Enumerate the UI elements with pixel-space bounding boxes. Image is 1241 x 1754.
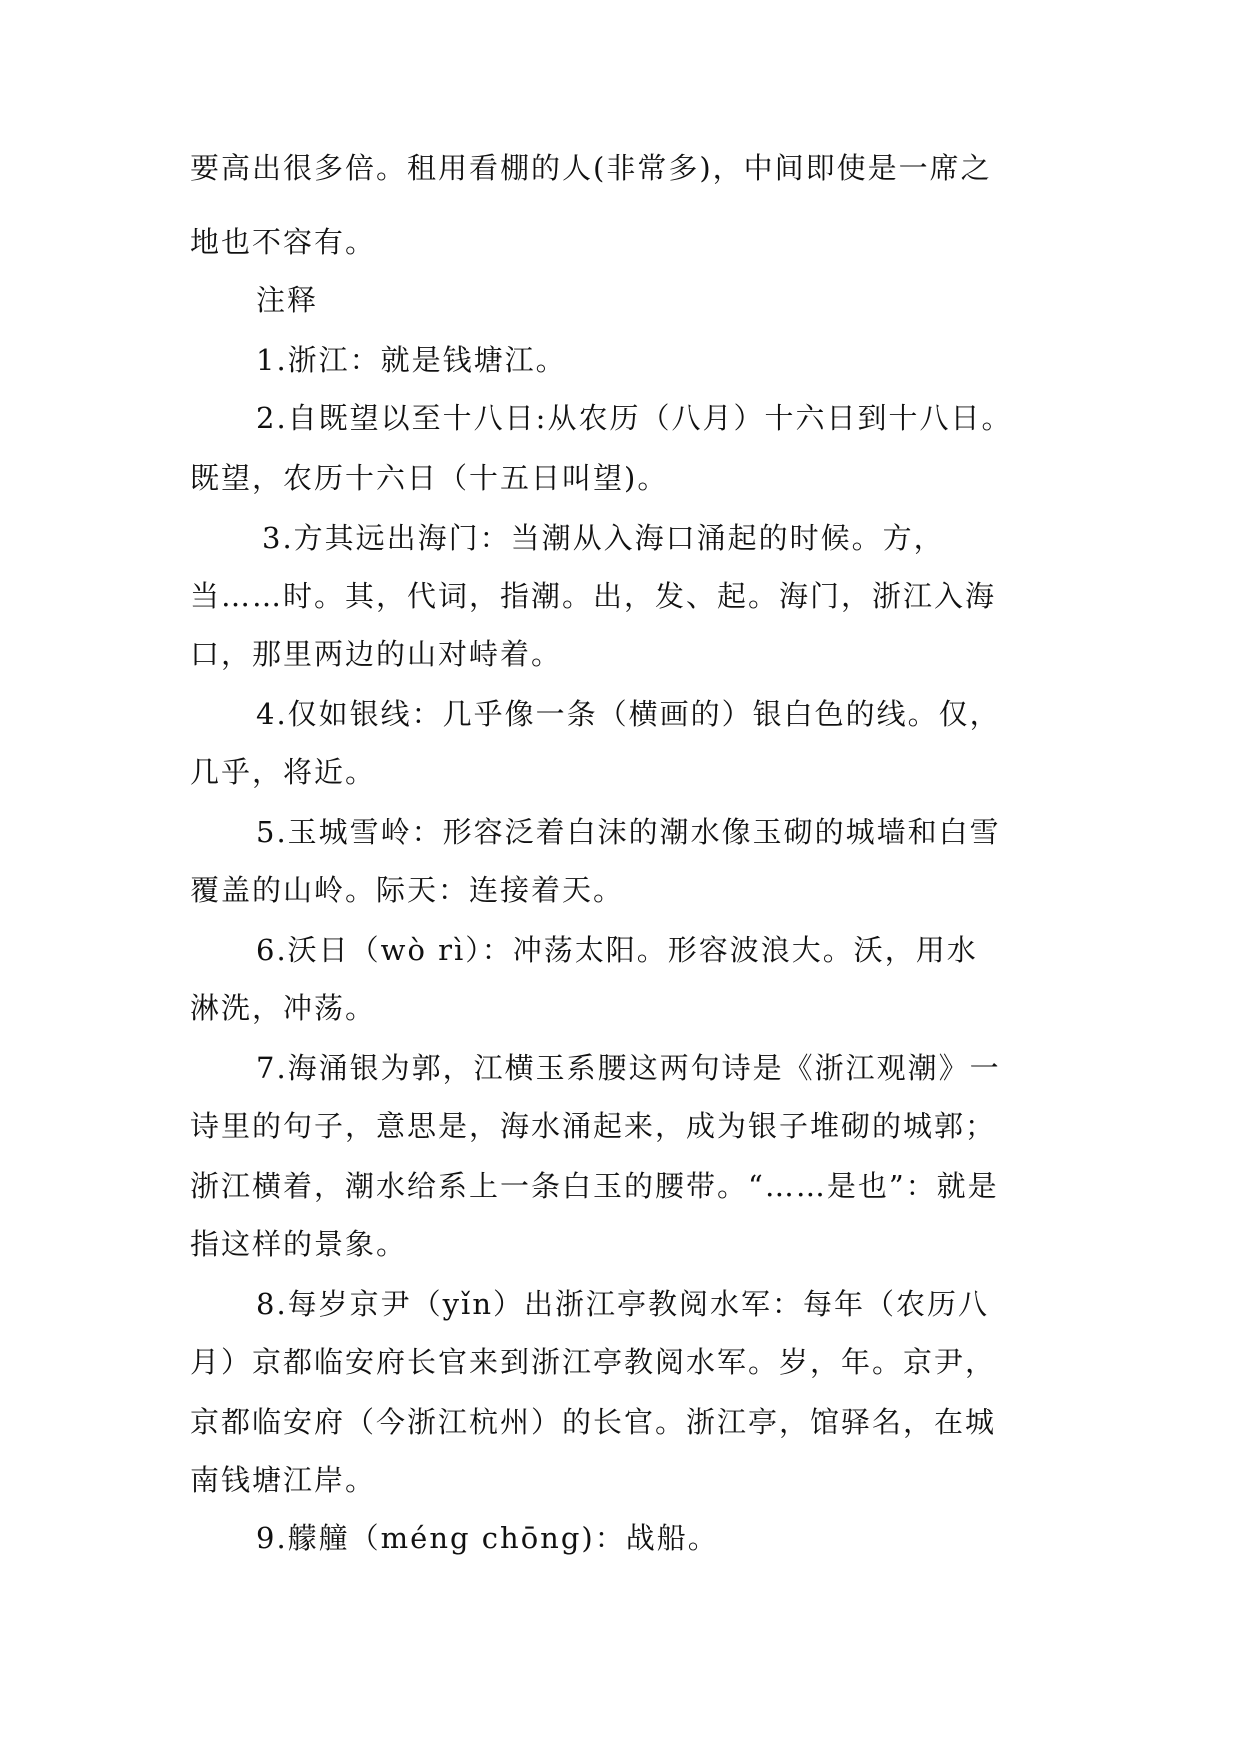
text-line: 指这样的景象。 [190, 1227, 408, 1261]
text-line: 诗里的句子，意思是，海水涌起来，成为银子堆砌的城郭； [190, 1109, 997, 1143]
text-line: 1.浙江：就是钱塘江。 [256, 343, 567, 377]
text-line: 8.每岁京尹（yǐn）出浙江亭教阅水军：每年（农历八 [256, 1287, 990, 1321]
text-line: 京都临安府（今浙江杭州）的长官。浙江亭，馆驿名，在城 [190, 1405, 997, 1439]
text-line: 淋洗，冲荡。 [190, 991, 377, 1025]
text-line: 南钱塘江岸。 [190, 1463, 377, 1497]
text-line: 3.方其远出海门：当潮从入海口涌起的时候。方， [262, 521, 945, 555]
text-line: 5.玉城雪岭：形容泛着白沫的潮水像玉砌的城墙和白雪 [256, 815, 1001, 849]
text-line: 浙江横着，潮水给系上一条白玉的腰带。“……是也”：就是 [190, 1169, 999, 1203]
text-line: 2.自既望以至十八日:从农历（八月）十六日到十八日。 [256, 401, 1013, 435]
text-line: 9.艨艟（méng chōng)：战船。 [256, 1521, 719, 1555]
text-line: 月）京都临安府长官来到浙江亭教阅水军。岁，年。京尹， [190, 1345, 997, 1379]
text-line: 地也不容有。 [190, 225, 377, 259]
section-heading: 注释 [256, 283, 319, 317]
text-line: 要高出很多倍。租用看棚的人(非常多)，中间即使是一席之 [190, 151, 992, 185]
text-line: 口，那里两边的山对峙着。 [190, 637, 563, 671]
text-line: 7.海涌银为郭，江横玉系腰这两句诗是《浙江观潮》一 [256, 1051, 1001, 1085]
text-line: 几乎，将近。 [190, 755, 377, 789]
text-line: 当……时。其，代词，指潮。出，发、起。海门，浙江入海 [190, 579, 997, 613]
text-line: 既望，农历十六日（十五日叫望)。 [190, 461, 669, 495]
text-line: 4.仅如银线：几乎像一条（横画的）银白色的线。仅， [256, 697, 1001, 731]
text-line: 覆盖的山岭。际天：连接着天。 [190, 873, 625, 907]
text-line: 6.沃日（wò rì）：冲荡太阳。形容波浪大。沃，用水 [256, 933, 978, 967]
